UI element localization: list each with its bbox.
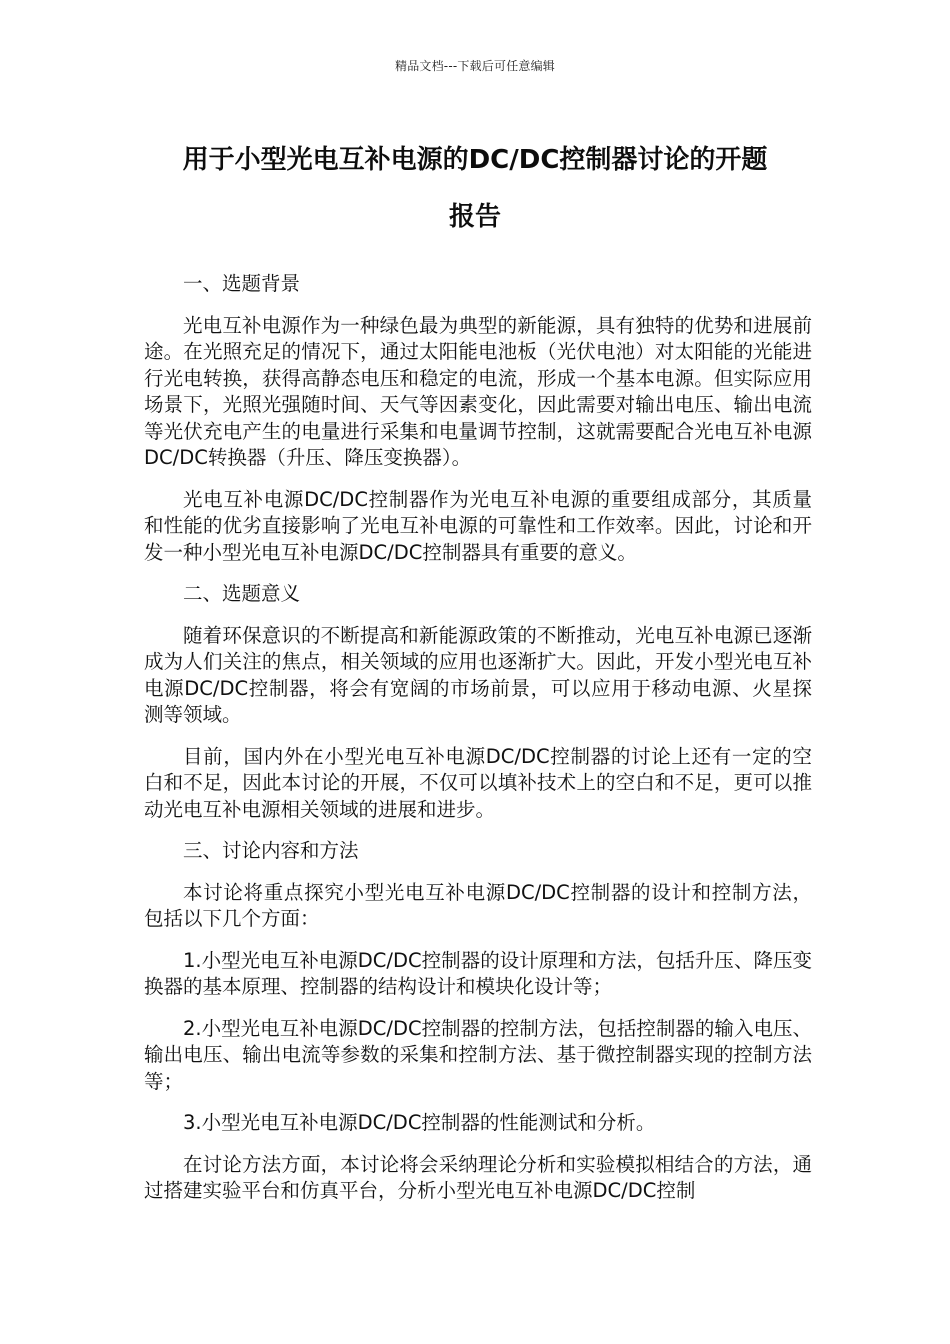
header-note: 精品文档---下载后可任意编辑 — [395, 59, 555, 73]
section-heading-background: 一、选题背景 — [183, 272, 301, 295]
list-item: 1.小型光电互补电源DC/DC控制器的设计原理和方法，包括升压、降压变换器的基本原理、控制器的结构设计和模块化设计等； — [144, 948, 812, 998]
paragraph: 光电互补电源作为一种绿色最为典型的新能源，具有独特的优势和进展前途。在光照充足的情况下，通过太阳能电池板（光伏电池）对太阳能的光能进行光电转换，获得高静态电压和稳定的电流，形成一个基本电源。但实际应用场景下，光照光强随时间、天气等因素变化，因此需要对输出电压、输出电流等光伏充电产生的电量进行采集和电量调节控制，这就需要配合光电互补电源DC/DC转换器（升压、降压变换器）。 — [144, 313, 812, 469]
paragraph: 在讨论方法方面，本讨论将会采纳理论分析和实验模拟相结合的方法，通过搭建实验平台和仿真平台，分析小型光电互补电源DC/DC控制 — [144, 1152, 812, 1202]
list-item: 2.小型光电互补电源DC/DC控制器的控制方法，包括控制器的输入电压、输出电压、输出电流等参数的采集和控制方法、基于微控制器实现的控制方法等； — [144, 1016, 812, 1093]
paragraph: 目前，国内外在小型光电互补电源DC/DC控制器的讨论上还有一定的空白和不足，因此本讨论的开展，不仅可以填补技术上的空白和不足，更可以推动光电互补电源相关领域的进展和进步。 — [144, 744, 812, 821]
document-title-line-2: 报告 — [448, 202, 501, 232]
paragraph: 随着环保意识的不断提高和新能源政策的不断推动，光电互补电源已逐渐成为人们关注的焦点，相关领域的应用也逐渐扩大。因此，开发小型光电互补电源DC/DC控制器，将会有宽阔的市场前景，可以应用于移动电源、火星探测等领域。 — [144, 623, 812, 726]
list-item: 3.小型光电互补电源DC/DC控制器的性能测试和分析。 — [183, 1111, 656, 1134]
paragraph: 光电互补电源DC/DC控制器作为光电互补电源的重要组成部分，其质量和性能的优劣直接影响了光电互补电源的可靠性和工作效率。因此，讨论和开发一种小型光电互补电源DC/DC控制器具有重要的意义。 — [144, 487, 812, 564]
document-body — [144, 271, 812, 1220]
paragraph: 本讨论将重点探究小型光电互补电源DC/DC控制器的设计和控制方法，包括以下几个方面： — [144, 880, 812, 930]
section-heading-significance: 二、选题意义 — [183, 582, 301, 605]
section-heading-content-methods: 三、讨论内容和方法 — [183, 839, 359, 862]
document-title-line-1: 用于小型光电互补电源的DC/DC控制器讨论的开题 — [182, 145, 768, 175]
